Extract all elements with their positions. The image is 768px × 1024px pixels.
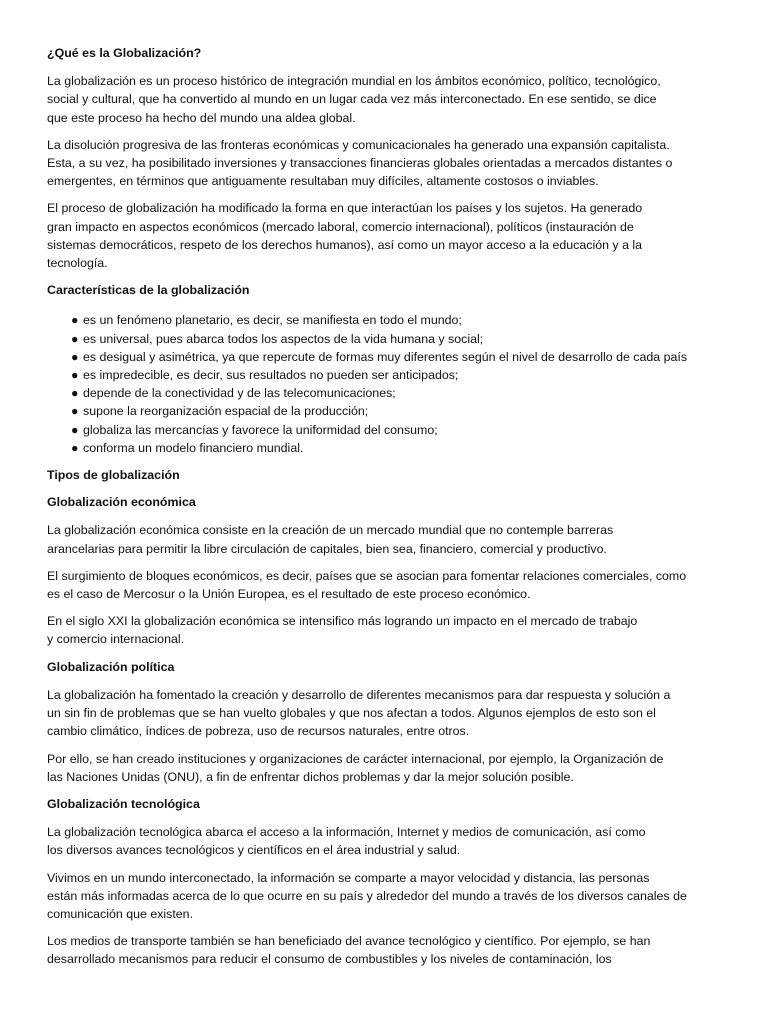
bullet-icon: ● <box>71 349 79 364</box>
bullet-icon: ● <box>71 440 79 455</box>
list-item: ● es un fenómeno planetario, es decir, se manifiesta en todo el mundo; <box>71 311 728 329</box>
paragraph-economica-2: El surgimiento de bloques económicos, es decir, países que se asocian para fomentar relaciones comerciales, como es el caso de Mercosur o la Unión Europea, es el resultado de este proceso económico. <box>47 568 687 602</box>
bullet-icon: ● <box>71 386 79 401</box>
bullet-icon: ● <box>71 404 79 419</box>
heading-que-es: ¿Qué es la Globalización? <box>47 46 202 60</box>
paragraph-economica-3: En el siglo XXI la globalización económica se intensifico más logrando un impacto en el mercado de trabajo y comercio internacional. <box>47 614 638 647</box>
heading-caracteristicas: Características de la globalización <box>47 283 250 298</box>
list-item: ● supone la reorganización espacial de la producción; <box>71 402 728 420</box>
list-item: ● depende de la conectividad y de las telecomunicaciones; <box>71 384 728 402</box>
paragraph-intro-3: El proceso de globalización ha modificado la forma en que interactúan los países y los sujetos. Ha generado gran impacto en aspectos económicos (mercado laboral, comercio internacional), políticos (instauración de sistemas democráticos, respeto de los derechos humanos), así como un mayor acceso a la educación y a la tecnología. <box>47 201 643 271</box>
bullet-icon: ● <box>71 331 79 346</box>
paragraph-tecnologica-2: Vivimos en un mundo interconectado, la información se comparte a mayor velocidad y distancia, las personas están más informadas acerca de lo que ocurre en su país y alrededor del mundo a través de los diversos canales de comunicación que existen. <box>47 870 687 921</box>
characteristics-list <box>47 311 728 457</box>
paragraph-tecnologica-1: La globalización tecnológica abarca el acceso a la información, Internet y medios de comunicación, así como los diversos avances tecnológicos y científicos en el área industrial y salud. <box>47 825 646 858</box>
paragraph-economica-1: La globalización económica consiste en la creación de un mercado mundial que no contemple barreras arancelarias para permitir la libre circulación de capitales, bien sea, financiero, comercial y productivo. <box>47 523 614 556</box>
heading-economica: Globalización económica <box>47 495 196 510</box>
list-item: ● globaliza las mercancías y favorece la uniformidad del consumo; <box>71 421 728 439</box>
paragraph-tecnologica-3: Los medios de transporte también se han beneficiado del avance tecnológico y científico. Por ejemplo, se han desarrollado mecanismos para reducir el consumo de combustibles y los niveles de contaminación, los <box>47 934 651 967</box>
list-item: ● es universal, pues abarca todos los aspectos de la vida humana y social; <box>71 330 728 348</box>
paragraph-intro-2: La disolución progresiva de las fronteras económicas y comunicacionales ha generado una expansión capitalista. Esta, a su vez, ha posibilitado inversiones y transacciones financieras globales orientadas a mercados distantes o emergentes, en términos que antiguamente resultaban muy difíciles, altamente costosos o inviables. <box>47 137 673 189</box>
bullet-icon: ● <box>71 368 79 383</box>
bullet-icon: ● <box>71 422 79 437</box>
list-item: ● conforma un modelo financiero mundial. <box>71 439 728 457</box>
list-item: ● es desigual y asimétrica, ya que repercute de formas muy diferentes según el nivel de desarrollo de cada país <box>71 348 728 366</box>
paragraph-politica-2: Por ello, se han creado instituciones y organizaciones de carácter internacional, por ejemplo, la Organización de las Naciones Unidas (ONU), a fin de enfrentar dichos problemas y dar la mejor solución posible. <box>47 751 664 784</box>
paragraph-politica-1: La globalización ha fomentado la creación y desarrollo de diferentes mecanismos para dar respuesta y solución a un sin fin de problemas que se han vuelto globales y que nos afectan a todos. Algunos ejemplos de esto son el cambio climático, índices de pobreza, uso de recursos naturales, entre otros. <box>47 687 671 739</box>
bullet-icon: ● <box>71 313 79 328</box>
heading-politica: Globalización política <box>47 659 175 674</box>
heading-tecnologica: Globalización tecnológica <box>47 796 200 811</box>
list-item: ● es impredecible, es decir, sus resultados no pueden ser anticipados; <box>71 366 728 384</box>
heading-tipos: Tipos de globalización <box>47 468 180 483</box>
paragraph-intro-1: La globalización es un proceso histórico de integración mundial en los ámbitos económico, político, tecnológico, social y cultural, que ha convertido al mundo en un lugar cada vez más interconectado. En ese sentido, se dice que este proceso ha hecho del mundo una aldea global. <box>47 74 661 125</box>
